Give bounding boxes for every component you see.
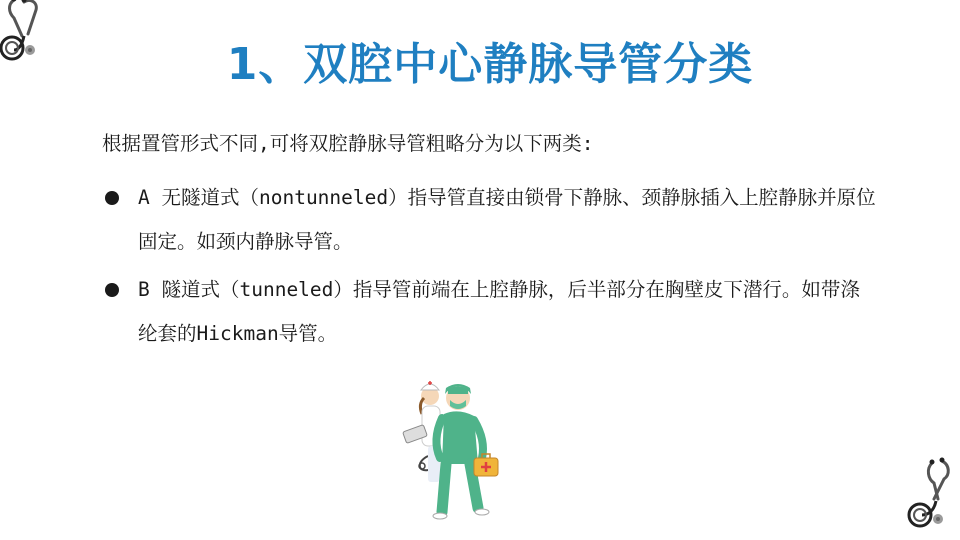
bullet-text-a: A 无隧道式（nontunneled）指导管直接由锁骨下静脉、颈静脉插入上腔静脉并原位固定。如颈内静脉导管。 [138,186,876,253]
stethoscope-icon [900,455,960,535]
slide-body [102,128,902,360]
bullet-item-a [102,176,878,264]
bullet-dot-icon [105,283,119,297]
bullet-dot-icon [105,191,119,205]
bullet-text-b: B 隧道式（tunneled）指导管前端在上腔静脉，后半部分在胸壁皮下潜行。如带涤纶套的Hickman导管。 [138,278,860,345]
nurse-illustration [398,374,506,524]
bullet-item-b [102,268,878,356]
intro-text: 根据置管形式不同,可将双腔静脉导管粗略分为以下两类: [102,132,594,155]
page-title: 1、双腔中心静脉导管分类 [226,39,754,90]
